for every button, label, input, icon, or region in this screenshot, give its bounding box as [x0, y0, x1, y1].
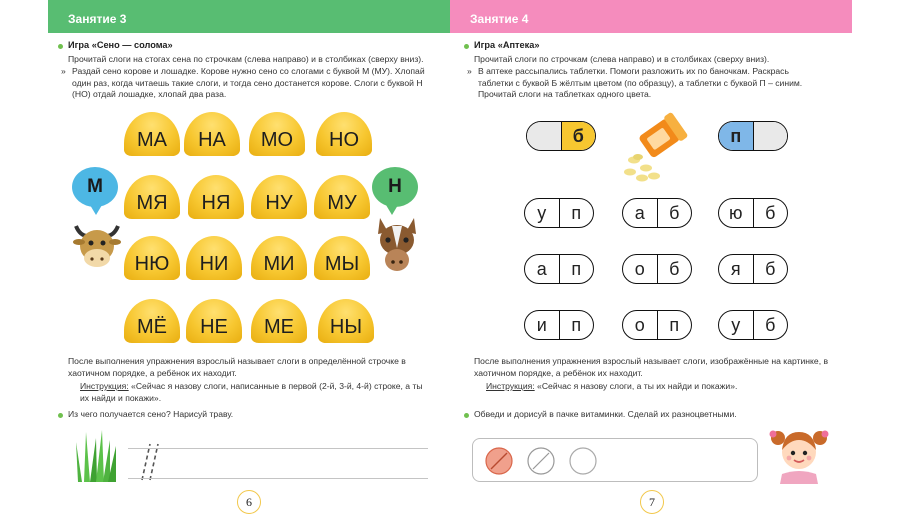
- hay-syllable: МУ: [314, 175, 370, 219]
- bullet-icon: [58, 44, 63, 49]
- hay-syllable: НУ: [251, 175, 307, 219]
- right-page: [450, 0, 900, 527]
- cow-speech-bubble: М: [72, 167, 118, 207]
- grass-icon: [72, 428, 120, 482]
- arrow-icon: »: [61, 66, 66, 76]
- pill-letter: п: [559, 255, 594, 283]
- pill-letter-p: п: [719, 122, 753, 150]
- hay-syllable: НЮ: [124, 236, 180, 280]
- after-text: После выполнения упражнения взрослый называет слоги в определённой строчке в хаотичном порядке, а ребёнок их находит.: [68, 356, 406, 378]
- pill-letter: и: [536, 314, 547, 335]
- instruction-body: «Сейчас я назову слоги, а ты их найди и покажи».: [534, 381, 738, 391]
- vitamin-dashed-icon[interactable]: [526, 446, 556, 476]
- pill-letter: о: [634, 258, 645, 279]
- syllable-pill[interactable]: [622, 198, 692, 228]
- pill-letter: п: [657, 311, 692, 339]
- hay-syllable: НЕ: [186, 299, 242, 343]
- pill-half: [753, 122, 788, 150]
- pill-letter: у: [731, 314, 741, 335]
- horse-icon: [372, 214, 422, 274]
- syllable-pill[interactable]: [524, 310, 594, 340]
- task-text: Раздай сено корове и лошадке. Корове нужно сено со слогами с буквой М (МУ). Хлопай один раз, когда читаешь такие слоги, и тогда сено достанется корове. Слоги с буквой Н (НО) отдай лошадке, хлопай два раза.: [72, 66, 425, 100]
- syllable-pill[interactable]: [718, 310, 788, 340]
- intro-text: Прочитай слоги по строчкам (слева направо) и в столбиках (сверху вниз).: [474, 54, 770, 64]
- bullet-icon: [58, 413, 63, 418]
- syllable-pill[interactable]: [718, 198, 788, 228]
- instruction-body: «Сейчас я назову слоги, написанные в первой (2-й, 3-й, 4-й) строке, а ты их найди и покажи».: [80, 381, 423, 403]
- girl-icon: [768, 424, 830, 484]
- horse-speech-bubble: Н: [372, 167, 418, 207]
- hay-syllable: МО: [249, 112, 305, 156]
- instruction-text: [80, 381, 430, 404]
- instruction-label: Инструкция:: [486, 381, 535, 391]
- syllable-pill[interactable]: [524, 198, 594, 228]
- ruling-line: [128, 478, 428, 479]
- instruction-text: [486, 381, 836, 393]
- lesson-band: Занятие 4: [450, 0, 852, 33]
- hay-syllable: МЫ: [314, 236, 370, 280]
- syllable-pill[interactable]: [524, 254, 594, 284]
- pill-letter: б: [753, 199, 788, 227]
- hay-syllable: МЕ: [251, 299, 307, 343]
- hay-syllable: МЯ: [124, 175, 180, 219]
- pill-letter: о: [634, 314, 645, 335]
- pill-letter: б: [657, 199, 692, 227]
- vitamin-colored-icon[interactable]: [484, 446, 514, 476]
- pill-letter: а: [634, 202, 645, 223]
- instruction-label: Инструкция:: [80, 381, 129, 391]
- arrow-icon: »: [467, 66, 472, 76]
- pill-letter: а: [536, 258, 547, 279]
- pill-letter: п: [559, 311, 594, 339]
- pill-letter: п: [559, 199, 594, 227]
- syllable-pill[interactable]: [718, 254, 788, 284]
- pill-letter: б: [657, 255, 692, 283]
- after-text: После выполнения упражнения взрослый называет слоги, изображённые на картинке, в хаотичном порядке, а ребёнок их находит.: [474, 356, 829, 378]
- bubble-tail: [90, 205, 102, 215]
- intro-text: Прочитай слоги на стогах сена по строчкам (слева направо) и в столбиках (сверху вниз).: [68, 54, 424, 64]
- pill-letter: у: [537, 202, 547, 223]
- hay-syllable: МИ: [251, 236, 307, 280]
- vitamin-pack: [472, 438, 758, 482]
- pill-bottle-icon: [620, 112, 690, 186]
- question-text: Обведи и дорисуй в пачке витаминки. Сделай их разноцветными.: [474, 409, 737, 419]
- pill-letter: б: [753, 311, 788, 339]
- hay-syllable: НЫ: [318, 299, 374, 343]
- hay-syllable: НЯ: [188, 175, 244, 219]
- hay-syllable: НО: [316, 112, 372, 156]
- hay-syllable: МА: [124, 112, 180, 156]
- pill-letter: б: [753, 255, 788, 283]
- pill-letter-b: б: [561, 122, 596, 150]
- game-title: Игра «Сено — солома»: [68, 40, 173, 50]
- hay-syllable: МЁ: [124, 299, 180, 343]
- bullet-icon: [464, 413, 469, 418]
- vitamin-empty-icon[interactable]: [568, 446, 598, 476]
- pill-letter: я: [730, 258, 741, 279]
- bullet-icon: [464, 44, 469, 49]
- cow-icon: [70, 218, 124, 272]
- pill-half: [527, 122, 561, 150]
- syllable-pill[interactable]: [622, 254, 692, 284]
- pill-letter: ю: [729, 202, 743, 223]
- hay-syllable: НИ: [186, 236, 242, 280]
- hay-syllable: НА: [184, 112, 240, 156]
- question-text: Из чего получается сено? Нарисуй траву.: [68, 409, 234, 419]
- page-number: 7: [640, 490, 664, 514]
- game-title: Игра «Аптека»: [474, 40, 540, 50]
- syllable-pill[interactable]: [622, 310, 692, 340]
- ruling-line: [128, 448, 428, 449]
- sample-pill-p: [718, 121, 788, 151]
- task-text: В аптеке рассыпались таблетки. Помоги разложить их по баночкам. Раскрась таблетки с буквой Б жёлтым цветом (по образцу), а таблетки с буквой П – синим. Прочитай слоги на таблетках одного цвета.: [478, 66, 803, 100]
- page-number: 6: [237, 490, 261, 514]
- lesson-band: Занятие 3: [48, 0, 450, 33]
- sample-pill-b: [526, 121, 596, 151]
